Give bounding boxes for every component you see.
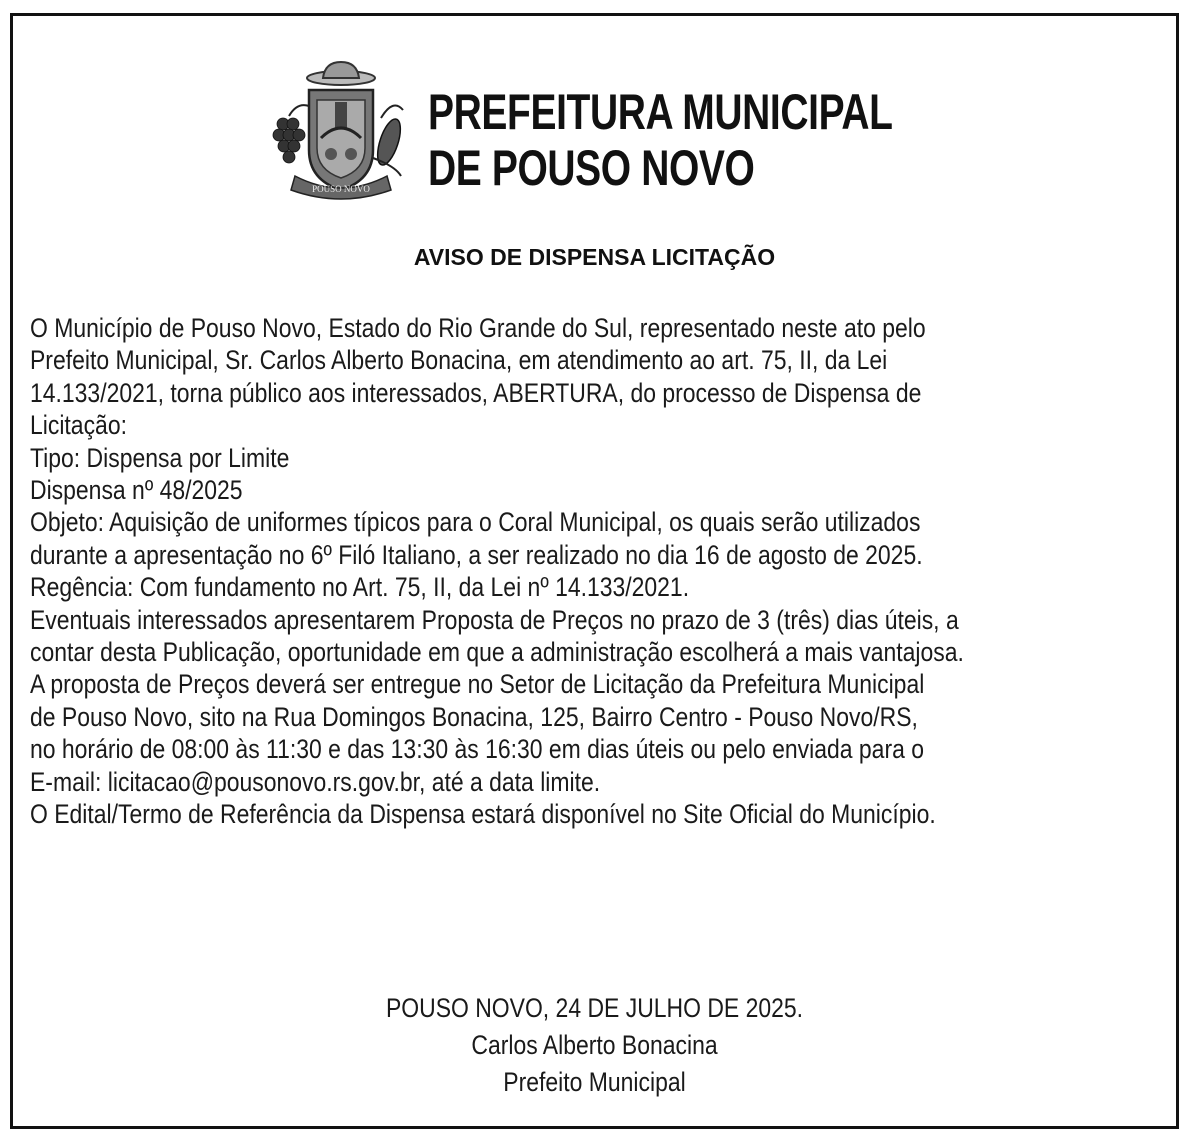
coat-of-arms-icon	[261, 58, 411, 208]
body-line: O Edital/Termo de Referência da Dispensa estará disponível no Site Oficial do Município.	[30, 799, 936, 830]
body-line: Eventuais interessados apresentarem Proposta de Preços no prazo de 3 (três) dias úteis, a	[30, 604, 959, 635]
body-line: contar desta Publicação, oportunidade em que a administração escolherá a mais vantajosa.	[30, 637, 964, 668]
body-line: Dispensa nº 48/2025	[30, 475, 243, 506]
body-line: no horário de 08:00 às 11:30 e das 13:30 às 16:30 em dias úteis ou pelo enviada para o	[30, 734, 925, 765]
notice-frame	[10, 13, 1179, 1129]
notice-title: AVISO DE DISPENSA LICITAÇÃO	[413, 244, 776, 270]
header	[13, 16, 1176, 216]
body-line: 14.133/2021, torna público aos interessados, ABERTURA, do processo de Dispensa de	[30, 377, 922, 408]
place-date: POUSO NOVO, 24 DE JULHO DE 2025.	[385, 993, 804, 1023]
body-line: O Município de Pouso Novo, Estado do Rio Grande do Sul, representado neste ato pelo	[30, 313, 926, 343]
org-name-line-1: PREFEITURA MUNICIPAL	[428, 84, 893, 140]
organization-name	[428, 84, 893, 196]
body-line: Tipo: Dispensa por Limite	[30, 442, 290, 473]
svg-text:POUSO NOVO: POUSO NOVO	[312, 184, 370, 194]
signature-block	[13, 990, 1176, 1101]
body-line: de Pouso Novo, sito na Rua Domingos Bonacina, 125, Bairro Centro - Pouso Novo/RS,	[30, 701, 918, 732]
body-line: A proposta de Preços deverá ser entregue no Setor de Licitação da Prefeitura Municipal	[30, 669, 925, 700]
body-line: E-mail: licitacao@pousonovo.rs.gov.br, até a data limite.	[30, 766, 601, 797]
body-line: Objeto: Aquisição de uniformes típicos para o Coral Municipal, os quais serão utilizados	[30, 507, 921, 538]
body-line: durante a apresentação no 6º Filó Italiano, a ser realizado no dia 16 de agosto de 2025.	[30, 539, 923, 570]
signer-name: Carlos Alberto Bonacina	[471, 1030, 718, 1060]
body-line: Regência: Com fundamento no Art. 75, II, da Lei nº 14.133/2021.	[30, 572, 690, 603]
signer-role: Prefeito Municipal	[503, 1067, 686, 1097]
body-line: Licitação:	[30, 410, 127, 441]
body-line: Prefeito Municipal, Sr. Carlos Alberto Bonacina, em atendimento ao art. 75, II, da Lei	[30, 345, 888, 376]
org-name-line-2: DE POUSO NOVO	[428, 140, 755, 196]
notice-body	[30, 312, 964, 831]
